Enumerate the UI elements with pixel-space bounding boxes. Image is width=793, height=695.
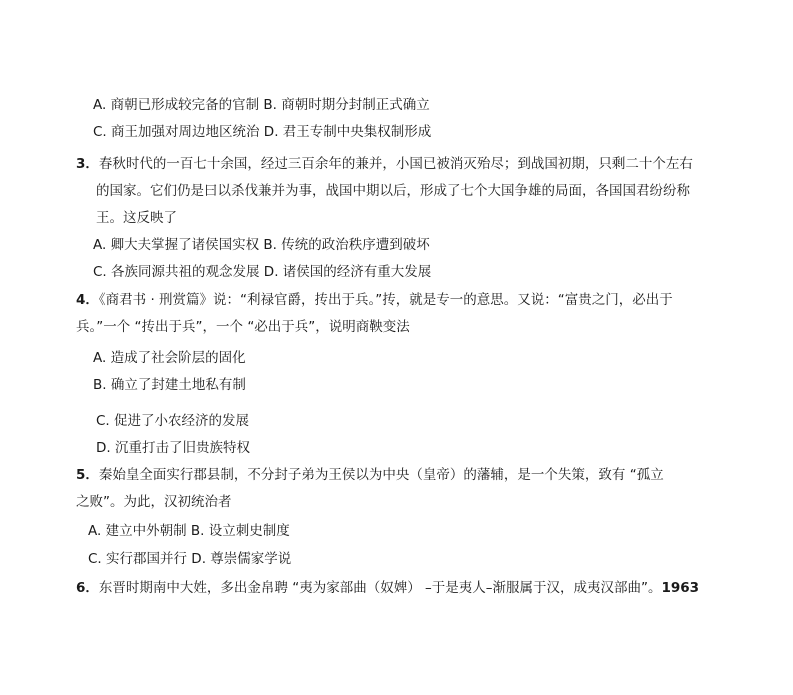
q5-number: 5． — [76, 467, 99, 483]
q3-stem-text1: 春秋时代的一百七十余国，经过三百余年的兼并，小国已被消灭殆尽；到战国初期，只剩二十个左右 — [98, 156, 693, 172]
q5-stem-line1 — [76, 466, 664, 484]
q6-number: 6． — [76, 580, 99, 596]
q4-option-b: B. 确立了封建土地私有制 — [93, 377, 246, 393]
q4-number: 4． — [76, 292, 99, 308]
q3-stem-line1 — [76, 155, 693, 173]
q4-stem-line2: 兵。”一个 “抟出于兵”，一个 “必出于兵”，说明商鞅变法 — [76, 319, 410, 335]
q6-stem-text1: 东晋时期南中大姓，多出金帛聘 “夷为家部曲（奴婢） –于是夷人–渐服属于汉，成夷汉部曲”。 — [98, 580, 662, 596]
q4-option-a: A. 造成了社会阶层的固化 — [93, 350, 246, 366]
q5-stem-line2: 之败”。为此，汉初统治者 — [76, 494, 232, 510]
q3-stem-line2: 的国家。它们仍是曰以杀伐兼并为事，战国中期以后，形成了七个大国争雄的局面，各国国君纷纷称 — [96, 183, 690, 199]
q2-options-ab: A. 商朝已形成较完备的官制 B. 商朝时期分封制正式确立 — [93, 97, 430, 113]
q6-year: 1963 — [661, 580, 700, 596]
q3-stem-line3: 王。这反映了 — [96, 210, 177, 226]
q4-stem-text1: 《商君书 · 刑赏篇》说：“利禄官爵，抟出于兵。”抟，就是专一的意思。又说：“富贵之门，必出于 — [98, 292, 673, 308]
q5-options-cd: C. 实行郡国并行 D. 尊崇儒家学说 — [88, 551, 292, 567]
q5-options-ab: A. 建立中外朝制 B. 设立刺史制度 — [88, 523, 290, 539]
q2-options-cd: C. 商王加强对周边地区统治 D. 君王专制中央集权制形成 — [93, 124, 432, 140]
q3-options-ab: A. 卿大夫掌握了诸侯国实权 B. 传统的政治秩序遭到破坏 — [93, 237, 430, 253]
q3-options-cd: C. 各族同源共祖的观念发展 D. 诸侯国的经济有重大发展 — [93, 264, 432, 280]
q3-number: 3． — [76, 156, 99, 172]
q4-stem-line1 — [76, 291, 673, 309]
q6-stem-line1 — [76, 579, 699, 597]
q5-stem-text1: 秦始皇全面实行郡县制，不分封子弟为王侯以为中央（皇帝）的藩辅，是一个失策，致有 “孤立 — [98, 467, 664, 483]
q4-option-d: D. 沉重打击了旧贵族特权 — [96, 440, 250, 456]
q4-option-c: C. 促进了小农经济的发展 — [96, 413, 250, 429]
